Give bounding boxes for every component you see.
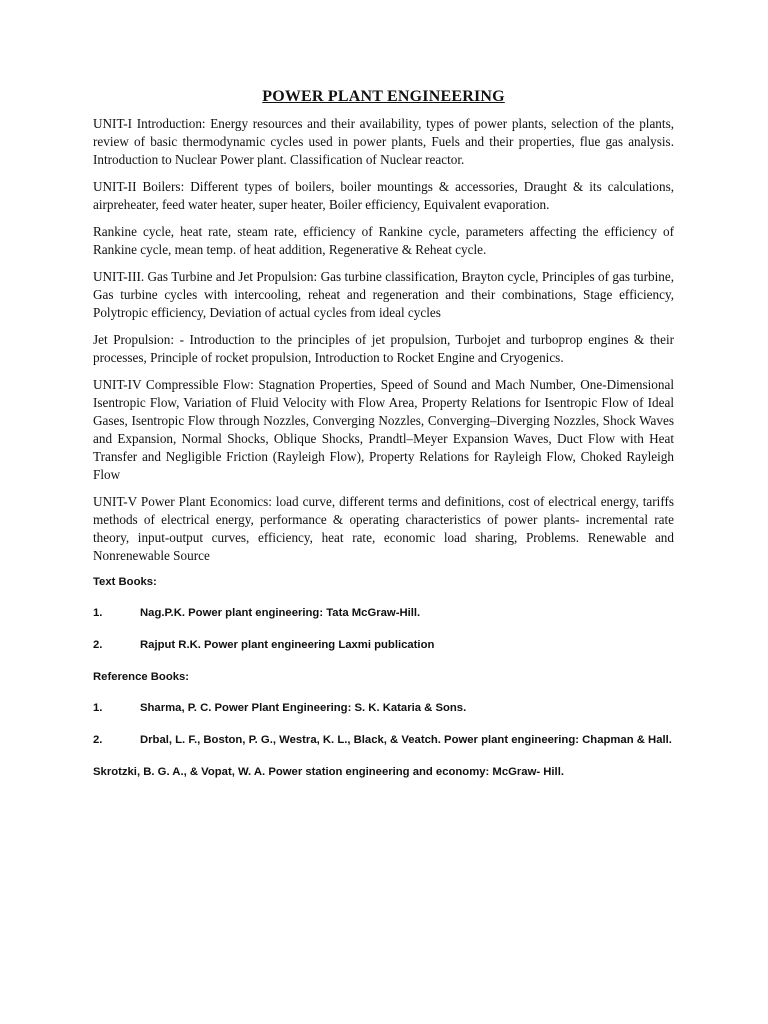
reference-book-item bbox=[93, 732, 674, 749]
reference-book-extra: Skrotzki, B. G. A., & Vopat, W. A. Power station engineering and economy: McGraw- Hill. bbox=[93, 766, 564, 778]
list-text: Drbal, L. F., Boston, P. G., Westra, K. L., Black, & Veatch. Power plant engineering: Chapman & Hall. bbox=[140, 734, 672, 746]
list-text: Nag.P.K. Power plant engineering: Tata McGraw-Hill. bbox=[140, 607, 421, 619]
list-number: 1. bbox=[93, 702, 103, 714]
unit-5-paragraph: UNIT-V Power Plant Economics: load curve, different terms and definitions, cost of electrical energy, tariffs methods of electrical energy, performance & operating characteristics of power plants- incremental rate theory, input-output curves, efficiency, heat rate, economic load sharing, Problems. Renewable and Nonrenewable Source bbox=[93, 494, 674, 563]
document-page bbox=[93, 88, 674, 781]
text-book-item bbox=[93, 637, 674, 654]
list-text: Sharma, P. C. Power Plant Engineering: S. K. Kataria & Sons. bbox=[140, 702, 467, 714]
unit-3-paragraph: UNIT-III. Gas Turbine and Jet Propulsion: Gas turbine classification, Brayton cycle, Principles of gas turbine, Gas turbine cycles with intercooling, reheat and regeneration and their combinations, Stage efficiency, Polytropic efficiency, Deviation of actual cycles from ideal cycles bbox=[93, 269, 674, 320]
unit-1-paragraph: UNIT-I Introduction: Energy resources and their availability, types of power plants, selection of the plants, review of basic thermodynamic cycles used in power plants, Fuels and their properties, flue gas analysis. Introduction to Nuclear Power plant. Classification of Nuclear reactor. bbox=[93, 116, 674, 167]
unit-4-paragraph: UNIT-IV Compressible Flow: Stagnation Properties, Speed of Sound and Mach Number, One-Dimensional Isentropic Flow, Variation of Fluid Velocity with Flow Area, Property Relations for Isentropic Flow of Ideal Gases, Isentropic Flow through Nozzles, Converging Nozzles, Converging–Diverging Nozzles, Shock Waves and Expansion, Normal Shocks, Oblique Shocks, Prandtl–Meyer Expansion Waves, Duct Flow with Heat Transfer and Negligible Friction (Rayleigh Flow), Property Relations for Rayleigh Flow, Choked Rayleigh Flow bbox=[93, 377, 674, 482]
list-text: Rajput R.K. Power plant engineering Laxmi publication bbox=[140, 639, 435, 651]
list-number: 2. bbox=[93, 734, 103, 746]
jet-propulsion-paragraph: Jet Propulsion: - Introduction to the principles of jet propulsion, Turbojet and turboprop engines & their processes, Principle of rocket propulsion, Introduction to Rocket Engine and Cryogenics. bbox=[93, 332, 674, 365]
list-number: 2. bbox=[93, 639, 103, 651]
document-title: POWER PLANT ENGINEERING bbox=[262, 88, 505, 105]
rankine-paragraph: Rankine cycle, heat rate, steam rate, efficiency of Rankine cycle, parameters affecting the efficiency of Rankine cycle, mean temp. of heat addition, Regenerative & Reheat cycle. bbox=[93, 224, 674, 257]
unit-2-paragraph: UNIT-II Boilers: Different types of boilers, boiler mountings & accessories, Draught & its calculations, airpreheater, feed water heater, super heater, Boiler efficiency, Equivalent evaporation. bbox=[93, 179, 674, 212]
list-number: 1. bbox=[93, 607, 103, 619]
reference-books-heading: Reference Books: bbox=[93, 671, 190, 683]
reference-book-item bbox=[93, 700, 674, 717]
text-book-item bbox=[93, 605, 674, 622]
text-books-heading: Text Books: bbox=[93, 576, 157, 588]
